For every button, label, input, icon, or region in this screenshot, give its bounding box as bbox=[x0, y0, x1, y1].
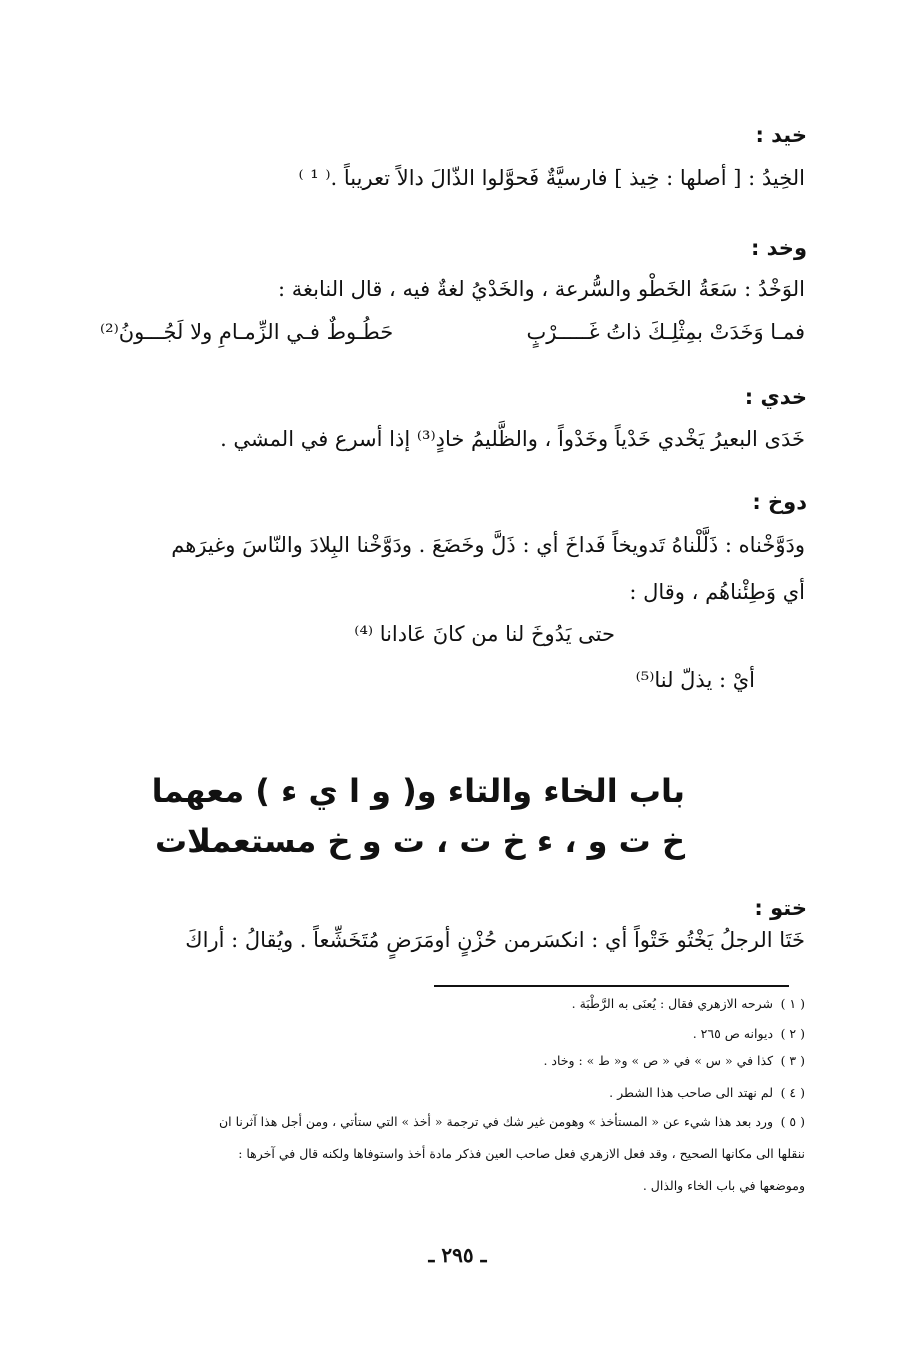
footnote-text: كذا في « س » في « ص » و« ط » : وخاد . bbox=[543, 1053, 774, 1068]
footnote bbox=[80, 1085, 805, 1100]
footnote bbox=[80, 1053, 805, 1068]
entry-text-wkhd: الوَخْدُ : سَعَةُ الخَطْو والسُّرعة ، والخَدْيُ لغةٌ فيه ، قال النابغة : bbox=[278, 277, 805, 301]
entry-text-dwkh-3: أيْ : يذلّ لنا⁽⁵⁾ bbox=[635, 668, 755, 692]
verse-line bbox=[100, 320, 805, 344]
quoted-verse: حتى يَدُوخَ لنا من كانَ عَادانا ⁽⁴⁾ bbox=[354, 622, 615, 646]
footnote-text: لم نهتد الى صاحب هذا الشطر . bbox=[609, 1085, 774, 1100]
entry-text-khyd: الخِيدُ : [ أصلها : خِيذ ] فارسيَّةٌ فَحوَّلوا الذّالَ دالاً تعريباً .⁽ ¹ ⁾ bbox=[298, 166, 805, 190]
verse-first-hemistich: فمـا وَخَدَتْ بمِثْلِـكَ ذاتُ غَـــــرْبٍ bbox=[526, 320, 805, 344]
entry-text-khtw: خَتَا الرجلُ يَخْتُو خَتْواً أي : انكسَرمن حُزْنٍ أومَرَضٍ مُتَخَشِّعاً . ويُقالُ : أراكَ bbox=[185, 928, 805, 952]
entry-text-dwkh-1: ودَوَّخْناه : ذَلَّلْناهُ تَدويخاً فَداخَ أي : ذَلَّ وخَضَعَ . ودَوَّخْنا البِلادَ والنّاسَ وغيرَهم bbox=[171, 533, 805, 557]
entry-heading-khyd: خيد : bbox=[755, 123, 807, 147]
page-number: ـ ٢٩٥ ـ bbox=[428, 1243, 487, 1267]
entry-text-dwkh-2: أي وَطِئْناهُم ، وقال : bbox=[629, 580, 805, 604]
footnote-number: ( ١ ) bbox=[780, 996, 805, 1011]
footnote-text: ديوانه ص ٢٦٥ . bbox=[692, 1026, 774, 1041]
entry-heading-khdy: خدي : bbox=[744, 385, 807, 409]
entry-heading-khtw: ختو : bbox=[754, 896, 807, 920]
footnote-number: ( ٢ ) bbox=[780, 1026, 805, 1041]
footnote-number: ( ٥ ) bbox=[780, 1114, 805, 1129]
footnote-continuation bbox=[80, 1146, 805, 1161]
footnote-separator bbox=[434, 985, 789, 987]
footnote-text: ورد بعد هذا شيء عن « المستأخذ » وهومن غير شك في ترجمة « أخذ » التي ستأتي ، ومن أجل هذا آثرنا ان bbox=[218, 1114, 774, 1129]
entry-text-khdy: خَدَى البعيرُ يَخْدي خَدْياً وخَدْواً ، والظَّليمُ خادٍ⁽³⁾ إذا أسرع في المشي . bbox=[220, 427, 805, 451]
chapter-subtitle: خ ت و ، ء خ ت ، ت و خ مستعملات bbox=[154, 822, 685, 860]
entry-heading-wkhd: وخد : bbox=[750, 236, 807, 260]
verse-second-hemistich: حَطُـوطٌ فـي الزِّمـامِ ولا لَجُـــونُ⁽²⁾ bbox=[100, 320, 394, 344]
footnote-number: ( ٤ ) bbox=[780, 1085, 805, 1100]
entry-heading-dwkh: دوخ : bbox=[752, 490, 807, 514]
footnote bbox=[80, 1026, 805, 1041]
footnote-continuation bbox=[80, 1178, 805, 1193]
footnote-text: شرحه الازهري فقال : يُعنَى به الرَّطْبَة . bbox=[571, 996, 774, 1011]
footnote-number: ( ٣ ) bbox=[780, 1053, 805, 1068]
chapter-title: باب الخاء والتاء و( و ا ي ء ) معهما bbox=[151, 772, 685, 810]
footnote-text: وموضعها في باب الخاء والذال . bbox=[642, 1178, 805, 1193]
footnote-text: ننقلها الى مكانها الصحيح ، وقد فعل الازهري فعل صاحب العين فذكر مادة أخذ واستوفاها ولكنه قال في آخرها : bbox=[238, 1146, 805, 1161]
footnote bbox=[80, 996, 805, 1011]
footnote bbox=[80, 1114, 805, 1129]
